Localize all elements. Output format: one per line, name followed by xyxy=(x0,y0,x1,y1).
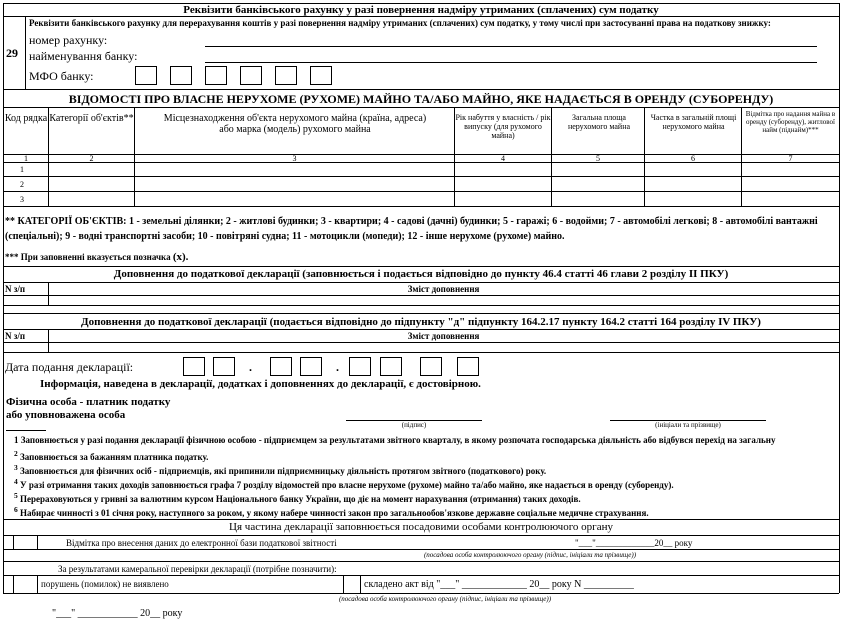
bank-name-field[interactable] xyxy=(205,62,817,63)
header-share: Частка в загальній площі нерухомого майна xyxy=(650,113,737,131)
mark-checkbox[interactable] xyxy=(14,536,37,549)
date-digit-box[interactable] xyxy=(183,357,205,376)
audit-results-label: За результатами камеральної перевірки декларації (потрібне позначити): xyxy=(58,564,337,574)
header-year: Рік набуття у власність / рік випуску (для рухомого майна) xyxy=(455,113,551,140)
authorized-person-label: або уповноважена особа xyxy=(6,409,126,421)
footnote: $^4$ У разі отримання таких доходів заповнюється графа 7 розділу відомостей про власне нерухоме (рухоме) майно та/або майно, яке надається в оренду (суборенду). xyxy=(14,477,674,490)
mfo-digit-box[interactable] xyxy=(310,66,332,85)
mfo-digit-box[interactable] xyxy=(240,66,262,85)
initials-caption: (ініціали та прізвище) xyxy=(655,421,721,429)
addition-2-col-no: N з/п xyxy=(5,331,26,341)
column-number: 2 xyxy=(89,154,94,163)
act-checkbox[interactable] xyxy=(344,576,360,592)
section-number: 29 xyxy=(6,46,18,60)
account-number-label: номер рахунку: xyxy=(29,33,108,47)
addition-1-row[interactable] xyxy=(3,305,839,306)
act-label: складено акт від "___" _____________ 20__ року N __________ xyxy=(364,579,634,590)
account-number-field[interactable] xyxy=(205,46,817,47)
reliability-statement: Інформація, наведена в декларації, додатках і доповненнях до декларації, є достовірною. xyxy=(40,378,481,390)
mfo-digit-box[interactable] xyxy=(275,66,297,85)
section-29-subtitle: Реквізити банківського рахунку для перерахування коштів у разі повернення надміру утриманих (сплачених) сум податку, у тому числі при застосуванні права на податкову знижку: xyxy=(29,18,771,28)
footnote: $^5$ Перераховуються у гривні за валютним курсом Національного банку України, що діє на момент нарахування (отримання) таких доходів. xyxy=(14,491,581,504)
footnote: $^2$ Заповнюється за бажанням платника податку. xyxy=(14,449,209,462)
header-category: Категорії об'єктів** xyxy=(49,113,134,124)
footnote: $^3$ Заповнюється для фізичних осіб - підприємців, які припинили підприємницьку діяльність протягом звітного (податкового) року. xyxy=(14,463,547,476)
column-number: 4 xyxy=(501,154,505,163)
row-code: 3 xyxy=(20,195,24,204)
control-title: Ця частина декларації заповнюється посадовими особами контролюючого органу xyxy=(229,521,613,533)
mark-note xyxy=(5,252,188,262)
row-code: 2 xyxy=(20,180,24,189)
no-violations-checkbox[interactable] xyxy=(14,576,37,592)
addition-2-col-content: Зміст доповнення xyxy=(407,331,480,341)
date-digit-box[interactable] xyxy=(300,357,322,376)
date-dot: . xyxy=(336,360,339,374)
date-digit-box[interactable] xyxy=(349,357,371,376)
header-row-code: Код рядка xyxy=(4,113,48,124)
mfo-digit-box[interactable] xyxy=(135,66,157,85)
database-mark-label: Відмітка про внесення даних до електронної бази податкової звітності xyxy=(66,538,337,548)
column-number: 5 xyxy=(596,154,600,163)
mfo-digit-box[interactable] xyxy=(205,66,227,85)
row-code: 1 xyxy=(20,165,24,174)
official-caption-2: (посадова особа контролюючого органу (підпис, ініціали та прізвище)) xyxy=(338,595,552,603)
no-violations-label: порушень (помилок) не виявлено xyxy=(41,579,169,589)
date-digit-box[interactable] xyxy=(270,357,292,376)
addition-2-title: Доповнення до податкової декларації (подається відповідно до підпункту "д" підпункту 164.2.17 пункту 164.2 статті 164 розділу IV ПКУ) xyxy=(81,316,761,328)
database-mark-date: "___"_____________20__ року xyxy=(575,538,693,548)
bank-name-label: найменування банку: xyxy=(29,49,138,63)
date-digit-box[interactable] xyxy=(213,357,235,376)
date-digit-box[interactable] xyxy=(457,357,479,376)
column-number: 6 xyxy=(691,154,695,163)
mark-note-symbol: (х). xyxy=(172,251,189,263)
categories-note: ** КАТЕГОРІЇ ОБ'ЄКТІВ: 1 - земельні ділянки; 2 - житлові будинки; 3 - квартири; 4 - садові (дачні) будинки; 5 - гаражі; 6 - водойми; 7 - автомобілі легкові; 8 - автомобілі вантажні (спеціальні); 9 - водні транспортні засоби; 10 - повітряні судна; 11 - мотоцикли (мопеди); 12 - інше нерухоме (рухоме) майно. xyxy=(5,216,818,242)
header-rent-mark: Відмітка про надання майна в оренду (суборенду), житлової найм (піднайм)*** xyxy=(745,110,836,134)
date-label: Дата подання декларації: xyxy=(5,360,134,374)
column-number: 3 xyxy=(292,154,297,163)
date-dot: . xyxy=(249,360,252,374)
official-caption: (посадова особа контролюючого органу (підпис, ініціали та прізвище)) xyxy=(423,551,637,559)
addition-2-row[interactable] xyxy=(3,352,839,353)
section-29-title: Реквізити банківського рахунку у разі повернення надміру утриманих (сплачених) сум податку xyxy=(183,4,659,16)
mark-note-text: *** При заповненні вказується позначка xyxy=(5,252,171,262)
header-location: Місцезнаходження об'єкта нерухомого майна (країна, адреса) або марка (модель) рухомого майна xyxy=(163,113,427,135)
addition-1-col-no: N з/п xyxy=(5,284,26,294)
mfo-digit-box[interactable] xyxy=(170,66,192,85)
date-digit-box[interactable] xyxy=(420,357,442,376)
addition-1-title: Доповнення до податкової декларації (заповнюється і подається відповідно до пункту 46.4 статті 46 глави 2 розділу ІІ ПКУ) xyxy=(113,268,729,280)
addition-1-col-content: Зміст доповнення xyxy=(407,284,480,294)
mfo-label: МФО банку: xyxy=(29,69,94,83)
column-number: 7 xyxy=(788,154,793,163)
final-date: "___" ____________ 20__ року xyxy=(52,608,183,619)
taxpayer-label: Фізична особа - платник податку xyxy=(6,396,171,408)
header-area: Загальна площа нерухомого майна xyxy=(567,113,631,131)
date-digit-box[interactable] xyxy=(380,357,402,376)
signature-caption: (підпис) xyxy=(401,421,427,429)
footnote: $^6$ Набирає чинності з 01 січня року, наступного за роком, у якому набере чинності закон про загальнообов'язкове державне соціальне медичне страхування. xyxy=(14,505,649,518)
footnote: 1 Заповнюється у разі подання декларації фізичною особою - підприємцем за результатами звітного кварталу, в якому розпочата господарська діяльність або відбувся перехід на загальну xyxy=(14,435,776,445)
column-number: 1 xyxy=(24,154,28,163)
property-title: ВІДОМОСТІ ПРО ВЛАСНЕ НЕРУХОМЕ (РУХОМЕ) МАЙНО ТА/АБО МАЙНО, ЯКЕ НАДАЄТЬСЯ В ОРЕНДУ (СУБОРЕНДУ) xyxy=(68,92,774,106)
